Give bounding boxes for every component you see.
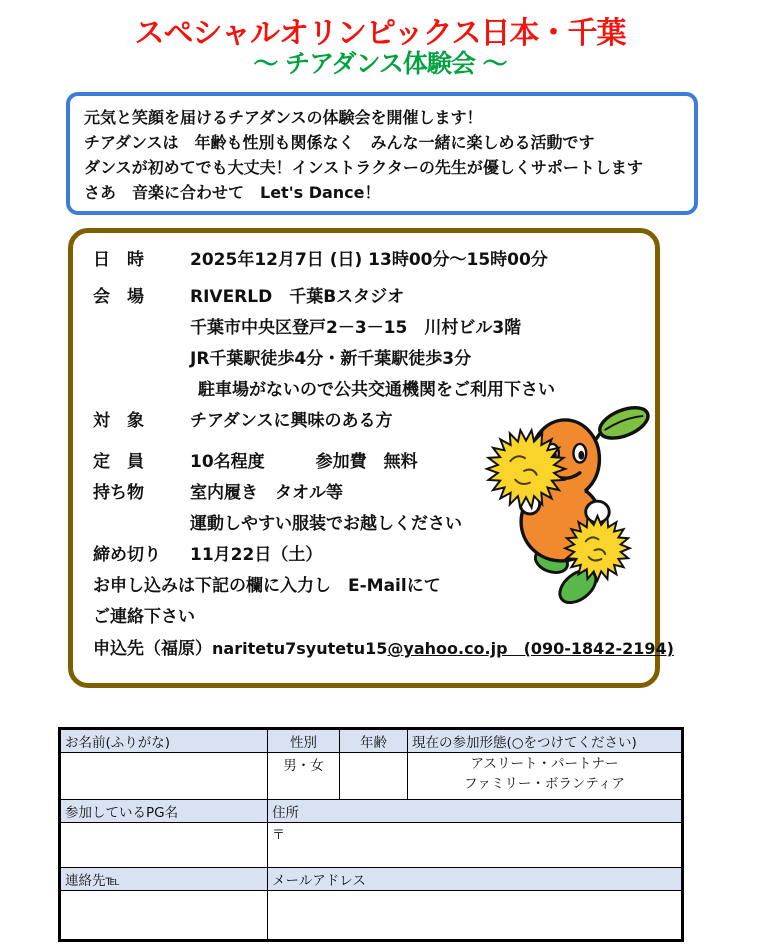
form-input-row-1 xyxy=(60,753,683,800)
address-input-cell[interactable] xyxy=(268,823,683,868)
detail-row-clothing: 運動しやすい服装でお越しください xyxy=(190,514,462,534)
page-title: スペシャルオリンピックス日本・千葉 xyxy=(134,16,626,51)
detail-row-address: 千葉市中央区登戸2－3－15 川村ビル3階 xyxy=(190,318,522,338)
tel-input-cell[interactable] xyxy=(60,891,268,941)
detail-row-belongings: 持ち物 室内履き タオル等 xyxy=(93,483,343,503)
intro-line-3: ダンスが初めてでも大丈夫！インストラクターの先生が優しくサポートします xyxy=(84,158,643,177)
contact-line xyxy=(93,633,674,665)
gender-options-cell[interactable]: 男・女 xyxy=(268,753,340,800)
participation-option-family-volunteer[interactable]: ファミリー・ボランティア xyxy=(464,776,625,792)
intro-box xyxy=(66,92,698,215)
participation-options-cell[interactable] xyxy=(408,753,683,800)
pg-name-header-cell: 参加しているPG名 xyxy=(60,800,268,823)
participation-option-athlete-partner[interactable]: アスリート・パートナー xyxy=(470,756,619,772)
age-header-cell: 年齢 xyxy=(340,729,408,753)
email-header-cell: メールアドレス xyxy=(268,868,683,891)
intro-line-1: 元気と笑顔を届けるチアダンスの体験会を開催します！ xyxy=(84,108,483,127)
leaf-icon xyxy=(596,402,653,445)
address-header-cell: 住所 xyxy=(268,800,683,823)
pg-name-input-cell[interactable] xyxy=(60,823,268,868)
detail-row-datetime: 日 時 2025年12月7日 (日) 13時00分～15時00分 xyxy=(93,250,548,270)
page-subtitle: ～ チアダンス体験会 ～ xyxy=(253,49,507,78)
detail-row-deadline: 締め切り 11月22日（土） xyxy=(93,545,323,565)
mascot-illustration xyxy=(479,401,665,621)
name-input-cell[interactable] xyxy=(60,753,268,800)
contact-name: 申込先（福原） xyxy=(93,639,212,659)
apply-instruction-line-2: ご連絡下さい xyxy=(93,607,195,627)
cheer-dance-mascot xyxy=(479,401,665,621)
contact-email-local: naritetu7syutetu15 xyxy=(212,639,388,658)
application-form-table xyxy=(58,727,684,942)
event-details-box xyxy=(68,228,674,688)
gender-header-cell: 性別 xyxy=(268,729,340,753)
postal-mark: 〒 xyxy=(272,828,286,843)
form-header-row-3 xyxy=(60,868,683,891)
apply-instruction-line-1: お申し込みは下記の欄に入力し E-Mailにて xyxy=(93,576,441,596)
email-input-cell[interactable] xyxy=(268,891,683,941)
intro-line-2: チアダンスは 年齢も性別も関係なく みんな一緒に楽しめる活動です xyxy=(84,133,595,152)
detail-row-capacity-fee: 定 員 10名程度 参加費 無料 xyxy=(93,452,418,472)
detail-row-parking: 駐車場がないので公共交通機関をご利用下さい xyxy=(198,380,555,400)
detail-row-target: 対 象 チアダンスに興味のある方 xyxy=(93,411,393,431)
form-header-row-2 xyxy=(60,800,683,823)
form-header-row-1 xyxy=(60,729,683,753)
form-input-row-2 xyxy=(60,823,683,868)
age-input-cell[interactable] xyxy=(340,753,408,800)
form-input-row-3 xyxy=(60,891,683,941)
detail-row-venue: 会 場 RIVERLD 千葉Bスタジオ xyxy=(93,287,405,307)
contact-email-link[interactable]: @yahoo.co.jp (090-1842-2194) xyxy=(387,639,674,658)
name-header-cell: お名前(ふりがな) xyxy=(60,729,268,753)
tel-header-cell: 連絡先℡ xyxy=(60,868,268,891)
intro-line-4: さあ 音楽に合わせて Let's Dance！ xyxy=(84,183,381,202)
detail-row-access: JR千葉駅徒歩4分・新千葉駅徒歩3分 xyxy=(190,349,472,369)
participation-header-cell: 現在の参加形態(○をつけてください) xyxy=(408,729,683,753)
